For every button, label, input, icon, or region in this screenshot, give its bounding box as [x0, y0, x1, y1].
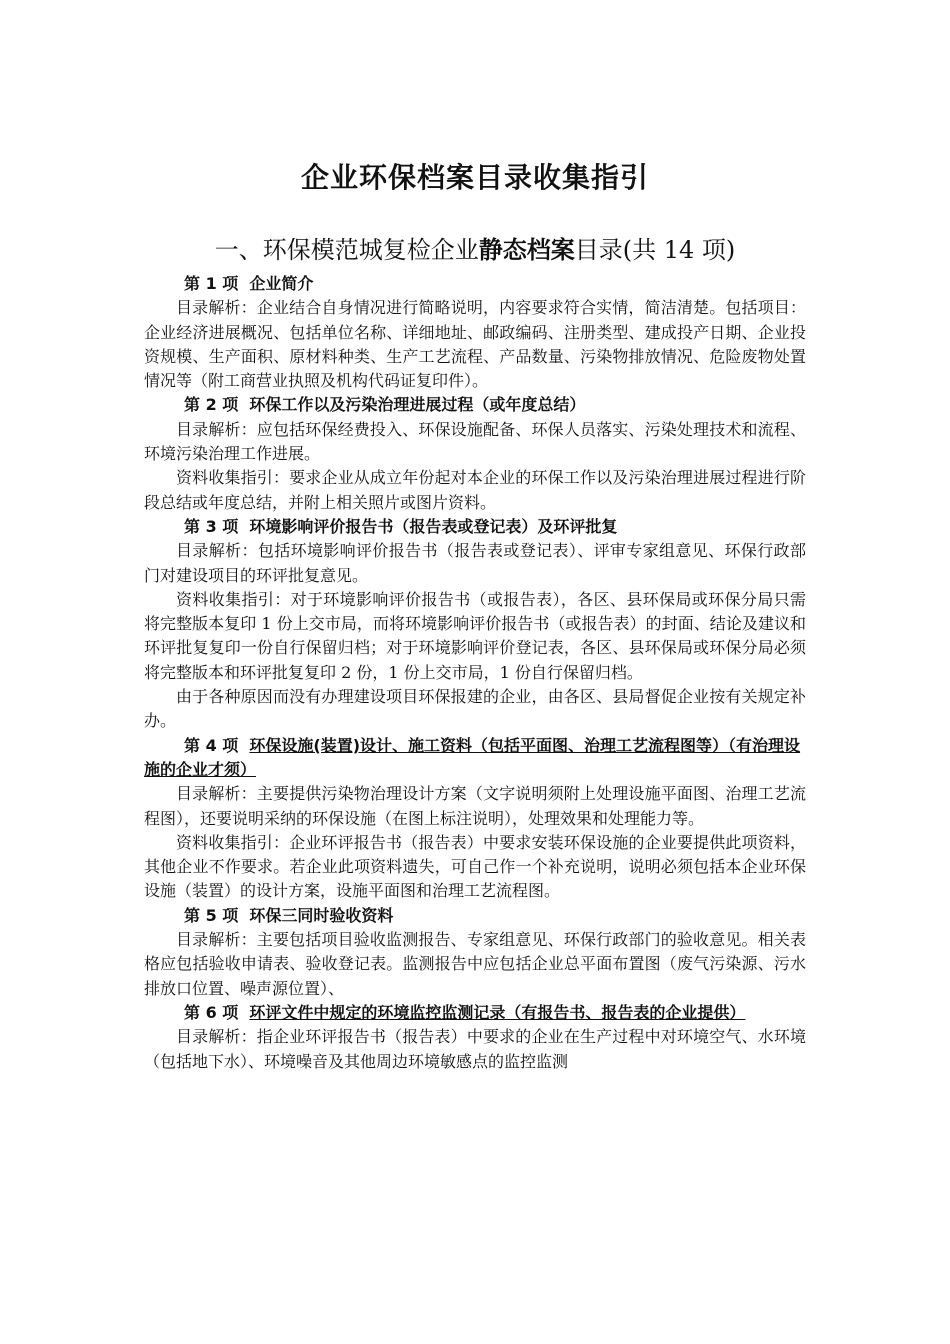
- item-paragraph: 目录解析：主要包括项目验收监测报告、专家组意见、环保行政部门的验收意见。相关表格应包括验收申请表、验收登记表。监测报告中应包括企业总平面布置图（废气污染源、污水排放口位置、噪声源位置）、: [144, 930, 806, 998]
- item-heading: 环保设施(装置)设计、施工资料（包括平面图、治理工艺流程图等）（有治理设施的企业才须）: [144, 735, 801, 779]
- item-heading: 环保三同时验收资料: [249, 905, 394, 925]
- item-paragraph: 目录解析：包括环境影响评价报告书（报告表或登记表）、评审专家组意见、环保行政部门对建设项目的环评批复意见。: [144, 541, 806, 585]
- item-number: 第 1 项: [184, 274, 239, 293]
- item-title: [144, 272, 806, 296]
- item-heading: 环评文件中规定的环境监控监测记录（有报告书、报告表的企业提供）: [249, 1002, 746, 1022]
- item-title: [144, 904, 806, 928]
- section-heading: [0, 230, 950, 265]
- section-heading-strong: 静态档案: [478, 235, 575, 264]
- section-heading-prefix: 一、环保模范城复检企业: [214, 236, 479, 264]
- item-title: [144, 393, 806, 417]
- item-number: 第 3 项: [184, 516, 239, 536]
- document-title: 企业环保档案目录收集指引: [300, 161, 649, 194]
- item-title: [144, 734, 806, 783]
- item-number: 第 4 项: [184, 735, 239, 755]
- item-paragraph: 目录解析：指企业环评报告书（报告表）中要求的企业在生产过程中对环境空气、水环境（包括地下水）、环境噪音及其他周边环境敏感点的监控监测: [144, 1027, 806, 1071]
- section-heading-suffix: 目录(共 14 项): [574, 236, 736, 264]
- item-paragraph: 由于各种原因而没有办理建设项目环保报建的企业，由各区、县局督促企业按有关规定补办。: [144, 687, 806, 731]
- item-paragraph: 目录解析：主要提供污染物治理设计方案（文字说明须附上处理设施平面图、治理工艺流程图），还要说明采纳的环保设施（在图上标注说明），处理效果和处理能力等。: [144, 784, 806, 828]
- item-heading: 企业简介: [249, 274, 314, 293]
- document-body: [144, 272, 806, 1074]
- item-number: 第 6 项: [184, 1002, 239, 1022]
- item-number: 第 2 项: [184, 395, 239, 415]
- item-paragraph: 资料收集指引：企业环评报告书（报告表）中要求安装环保设施的企业要提供此项资料，其他企业不作要求。若企业此项资料遗失，可自己作一个补充说明，说明必须包括本企业环保设施（装置）的设计方案，设施平面图和治理工艺流程图。: [144, 832, 806, 901]
- item-paragraph: 目录解析：企业结合自身情况进行简略说明，内容要求符合实情，简洁清楚。包括项目：企业经济进展概况、包括单位名称、详细地址、邮政编码、注册类型、建成投产日期、企业投资规模、生产面积、原材料种类、生产工艺流程、产品数量、污染物排放情况、危险废物处置情况等（附工商营业执照及机构代码证复印件）。: [144, 298, 806, 391]
- item-paragraph: 目录解析：应包括环保经费投入、环保设施配备、环保人员落实、污染处理技术和流程、环境污染治理工作进展。: [144, 419, 806, 464]
- item-number: 第 5 项: [184, 905, 239, 925]
- item-title: [144, 515, 806, 539]
- item-paragraph: 资料收集指引：要求企业从成立年份起对本企业的环保工作以及污染治理进展过程进行阶段总结或年度总结，并附上相关照片或图片资料。: [144, 468, 806, 512]
- item-title: [144, 1001, 806, 1025]
- item-paragraph: 资料收集指引：对于环境影响评价报告书（或报告表），各区、县环保局或环保分局只需将完整版本复印 1 份上交市局，而将环境影响评价报告书（或报告表）的封面、结论及建议和环评批复复印一份自行保留归档；对于环境影响评价登记表，各区、县环保局或环保分局必须将完整版本和环评批复复印 2 份，1 份上交市局，1 份自行保留归档。: [144, 589, 806, 682]
- item-heading: 环保工作以及污染治理进展过程（或年度总结）: [249, 395, 586, 415]
- item-heading: 环境影响评价报告书（报告表或登记表）及环评批复: [249, 516, 618, 536]
